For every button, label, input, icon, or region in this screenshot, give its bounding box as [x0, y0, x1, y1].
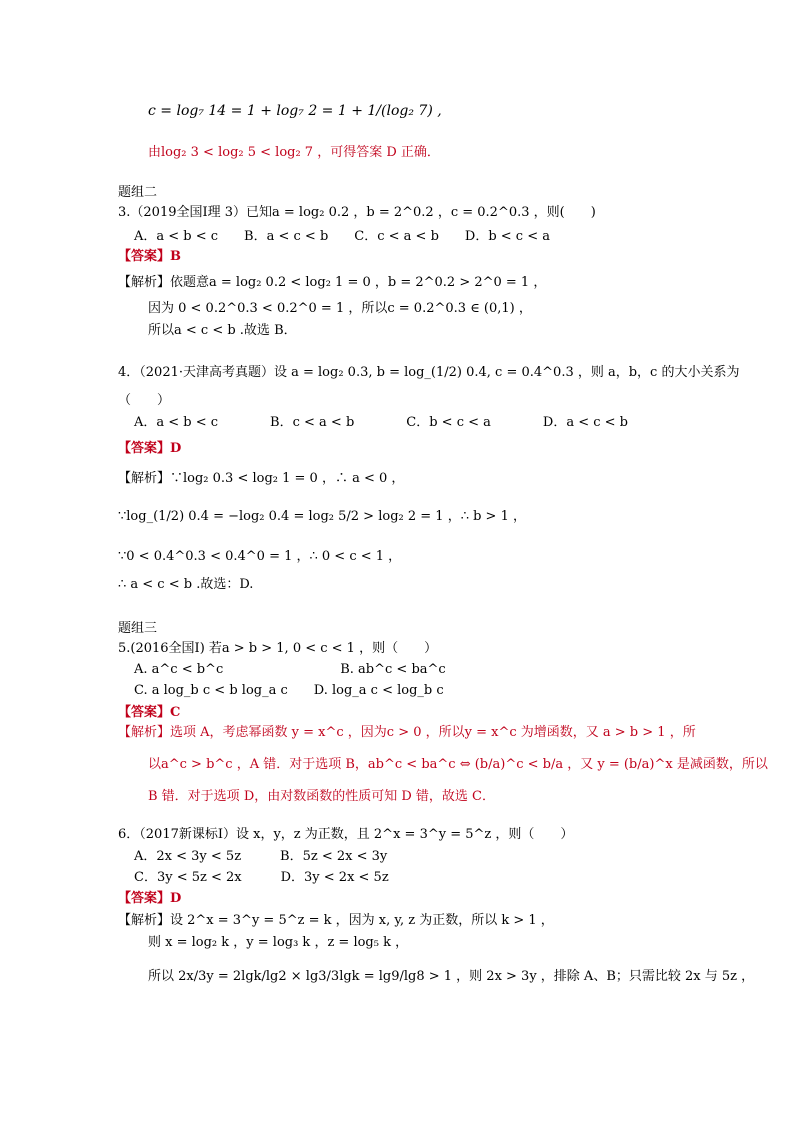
group-title-3: 题组三 [118, 621, 158, 636]
question-4-stem: 4．（2021·天津高考真题）设 a = log₂ 0.3, b = log_(1/2) 0.4, c = 0.4^0.3 ，则 a，b，c 的大小关系为 [118, 365, 740, 380]
question-3-analysis-3: 所以a < c < b .故选 B． [148, 323, 297, 338]
question-4-analysis-4: ∴ a < c < b .故选：D. [118, 577, 254, 592]
question-4-answer: 【答案】D [118, 441, 182, 456]
question-5-analysis-2: 以a^c > b^c ，A 错．对于选项 B，ab^c < ba^c ⇔ (b/a)^c < b/a ，又 y = (b/a)^x 是减函数，所以 [148, 757, 768, 772]
question-4-analysis-3: ∵0 < 0.4^0.3 < 0.4^0 = 1 ，∴ 0 < c < 1 ， [118, 549, 402, 564]
question-5-answer: 【答案】C [118, 705, 181, 720]
conclusion-line: 由log₂ 3 < log₂ 5 < log₂ 7 ，可得答案 D 正确． [148, 145, 440, 160]
question-6-analysis-1: 【解析】设 2^x = 3^y = 5^z = k ，因为 x, y, z 为正数，所以 k > 1 ， [118, 913, 554, 928]
question-6-analysis-3: 所以 2x/3y = 2lgk/lg2 × lg3/3lgk = lg9/lg8 > 1 ，则 2x > 3y ，排除 A、B；只需比较 2x 与 5z ， [148, 969, 755, 984]
group-title-2: 题组二 [118, 185, 158, 200]
question-4-analysis-1: 【解析】∵log₂ 0.3 < log₂ 1 = 0 ，∴ a < 0 ， [118, 471, 405, 486]
question-4-options: A．a < b < c B．c < a < b C．b < c < a D．a < c < b [134, 415, 628, 430]
question-4-analysis-2: ∵log_(1/2) 0.4 = −log₂ 0.4 = log₂ 5/2 > log₂ 2 = 1 ，∴ b > 1 ， [118, 509, 526, 524]
question-3-analysis-2: 因为 0 < 0.2^0.3 < 0.2^0 = 1 ，所以c = 0.2^0.3 ∈ (0,1) ， [148, 301, 532, 316]
question-5-options-cd: C. a log_b c < b log_a c D. log_a c < log_b c [134, 683, 444, 698]
question-5-options-ab: A. a^c < b^c B. ab^c < ba^c [134, 662, 446, 677]
question-3-analysis-1: 【解析】依题意a = log₂ 0.2 < log₂ 1 = 0 ，b = 2^0.2 > 2^0 = 1 ， [118, 275, 547, 290]
question-5-stem: 5.(2016全国Ⅰ) 若a > b > 1, 0 < c < 1 ，则（ ） [118, 641, 438, 656]
question-3-stem: 3.（2019全国Ⅰ理 3）已知a = log₂ 0.2 ，b = 2^0.2 ，c = 0.2^0.3 ，则( ) [118, 205, 596, 220]
question-6-analysis-2: 则 x = log₂ k ，y = log₃ k ，z = log₅ k ， [148, 935, 409, 950]
question-3-options: A．a < b < c B．a < c < b C．c < a < b D．b < c < a [134, 229, 550, 244]
question-3-answer: 【答案】B [118, 249, 181, 264]
question-5-analysis-3: B 错．对于选项 D，由对数函数的性质可知 D 错，故选 C． [148, 789, 496, 804]
question-6-options-ab: A．2x < 3y < 5z B．5z < 2x < 3y [134, 849, 388, 864]
question-5-analysis-1: 【解析】选项 A，考虑幂函数 y = x^c ，因为c > 0 ，所以y = x^c 为增函数，又 a > b > 1 ，所 [118, 725, 696, 740]
question-6-stem: 6．（2017新课标Ⅰ）设 x，y，z 为正数，且 2^x = 3^y = 5^z ，则（ ） [118, 827, 574, 842]
question-6-answer: 【答案】D [118, 891, 182, 906]
question-6-options-cd: C．3y < 5z < 2x D．3y < 2x < 5z [134, 870, 389, 885]
question-4-paren: （ ） [118, 393, 171, 408]
formula-c-log7: c = log₇ 14 = 1 + log₇ 2 = 1 + 1/(log₂ 7) , [148, 103, 442, 119]
